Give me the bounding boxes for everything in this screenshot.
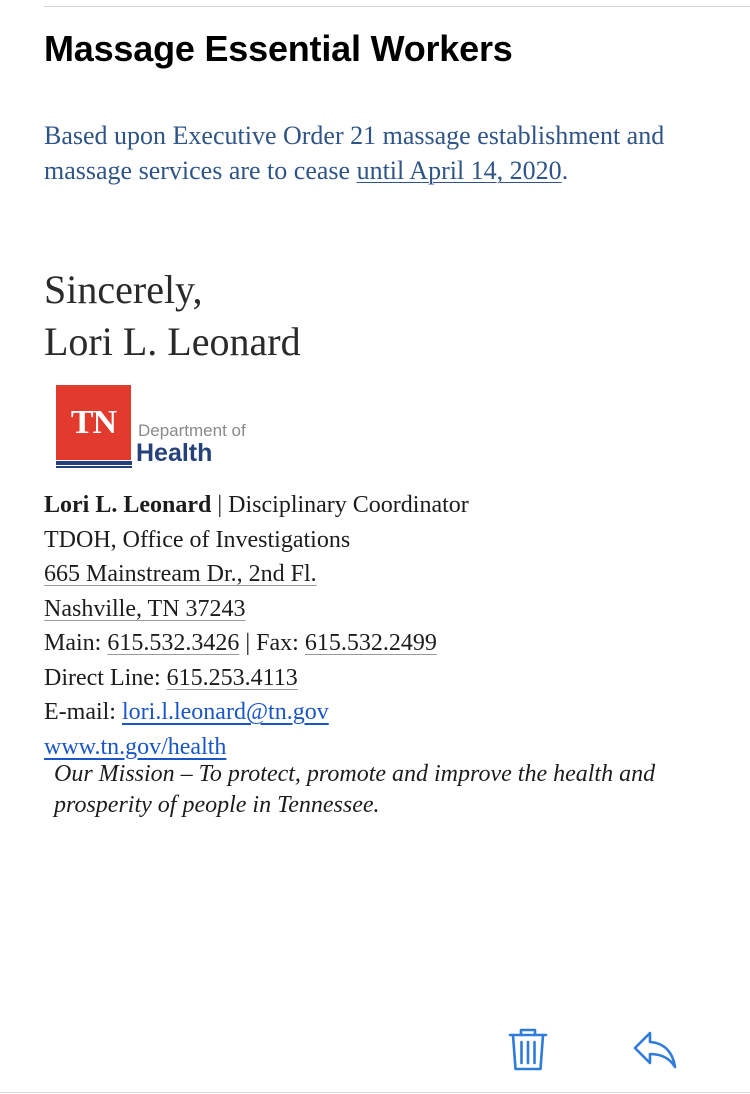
signature-address-2 [44,592,469,627]
main-label: Main: [44,630,108,656]
closing-name: Lori L. Leonard [44,319,301,364]
direct-label: Direct Line: [44,664,167,691]
signature-office: TDOH, Office of Investigations [44,526,351,553]
logo-bar-thin [56,466,132,468]
logo-dept-text: Department of [138,421,246,440]
fax-phone-link[interactable]: 615.532.2499 [304,630,437,656]
mission-statement: Our Mission – To protect, promote and improve the health and prosperity of people in Tennessee. [54,761,656,818]
date-link[interactable]: until April 14, 2020 [356,156,562,185]
signature-title: Disciplinary Coordinator [228,492,469,518]
email-body-end: . [561,156,569,185]
website-link[interactable]: www.tn.gov/health [44,733,227,760]
signature-name: Lori L. Leonard [44,492,212,518]
address-link-2[interactable]: Nashville, TN 37243 [44,595,246,622]
signature-separator: | [211,492,229,518]
signature-direct [44,661,469,696]
trash-button[interactable] [506,1025,550,1073]
tn-badge: TN [56,385,131,460]
email-link[interactable]: lori.l.leonard@tn.gov [121,699,329,725]
email-body [44,118,724,188]
signature-email [44,695,469,730]
tn-health-logo [56,385,256,471]
reply-button[interactable] [632,1027,678,1075]
email-label: E-mail: [44,699,122,725]
reply-icon [632,1027,678,1071]
signature-name-line [44,488,469,523]
direct-phone-link[interactable]: 615.253.4113 [166,664,298,691]
fax-label: | Fax: [239,630,305,656]
trash-icon [506,1025,550,1073]
salutation: Sincerely, [44,267,203,312]
top-divider [44,6,750,7]
closing [44,264,301,368]
bottom-divider [0,1092,750,1093]
signature-phones [44,626,469,661]
signature-block [44,488,469,764]
signature-address-1 [44,557,469,592]
email-subject: Massage Essential Workers [44,28,513,69]
address-link-1[interactable]: 665 Mainstream Dr., 2nd Fl. [44,561,317,587]
logo-health-text: Health [136,439,213,467]
email-body-text: Based upon Executive Order 21 massage establishment and massage services are to cease [44,121,665,185]
logo-bar [56,461,132,465]
main-phone-link[interactable]: 615.532.3426 [107,630,240,656]
